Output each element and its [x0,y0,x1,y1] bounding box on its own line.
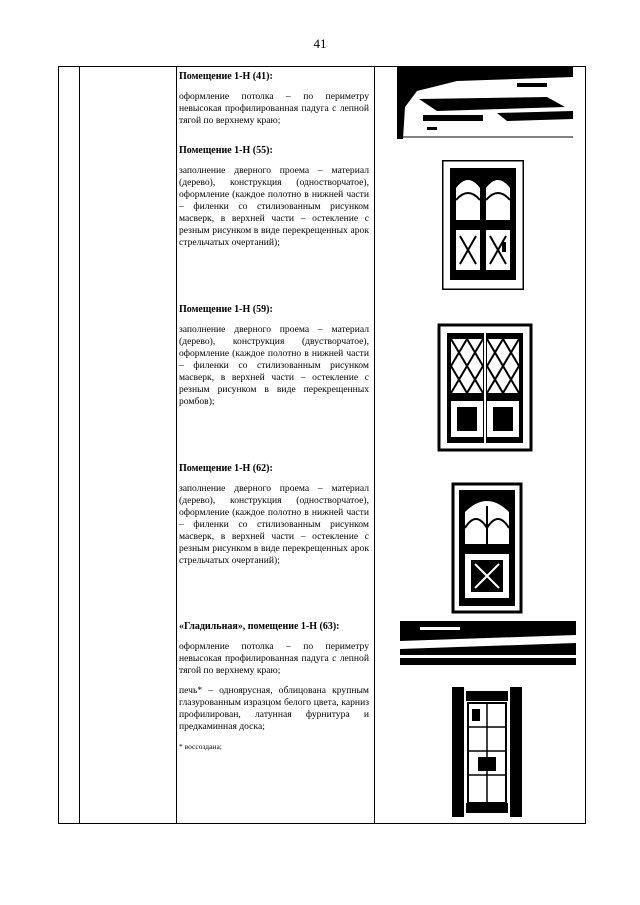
door-room-59-photo [435,321,535,454]
stove-photo [452,687,522,817]
ceiling-cornice-photo [397,67,573,139]
column-divider [176,67,177,823]
section-room-59 [179,304,369,408]
section-text: заполнение дверного проема – материал (дерево), конструкция (одностворчатое), оформление (каждое полотно в нижней части – филенки со стилизованным рисунком масверк, в верхней части – остекление с резным рисунком в виде перекрещенных арок стрельчатых очертаний); [179,483,369,566]
section-heading: Помещение 1-Н (55): [179,145,273,156]
section-room-41 [179,71,369,127]
section-room-63 [179,621,369,753]
column-divider [374,67,375,823]
column-divider [79,67,80,823]
section-room-62 [179,463,369,567]
section-text: заполнение дверного проема – материал (дерево), конструкция (двустворчатое), оформление (каждое полотно в нижней части – филенки со стилизованным рисунком масверк, в верхней части – остекление с резным рисунком в виде перекрещенных ромбов); [179,324,369,407]
footnote: * воссоздана; [179,742,222,751]
section-heading: «Гладильная», помещение 1-Н (63): [179,621,340,632]
ceiling-cornice-photo-2 [400,621,576,665]
description-column [179,67,369,823]
section-heading: Помещение 1-Н (62): [179,463,273,474]
section-text: оформление потолка – по периметру невысокая профилированная падуга с лепной тягой по верхнему краю; [179,91,369,126]
section-heading: Помещение 1-Н (41): [179,71,273,82]
section-text: печь* – одноярусная, облицована крупным глазурованным изразцом белого цвета, карниз профилирован, латунная фурнитура и предкаминная доска; [179,685,369,732]
door-room-62-photo [451,482,523,614]
section-text: заполнение дверного проема – материал (дерево), конструкция (одностворчатое), оформление (каждое полотно в нижней части – филенки со стилизованным рисунком масверк, в верхней части – остекление с резным рисунком в виде перекрещенных арок стрельчатых очертаний); [179,165,369,248]
section-room-55 [179,145,369,249]
document-table [58,66,586,824]
page-number: 41 [313,36,327,51]
door-room-55-photo [442,160,524,290]
section-heading: Помещение 1-Н (59): [179,304,273,315]
section-text: оформление потолка – по периметру невысокая профилированная падуга с лепной тягой по верхнему краю; [179,641,369,676]
